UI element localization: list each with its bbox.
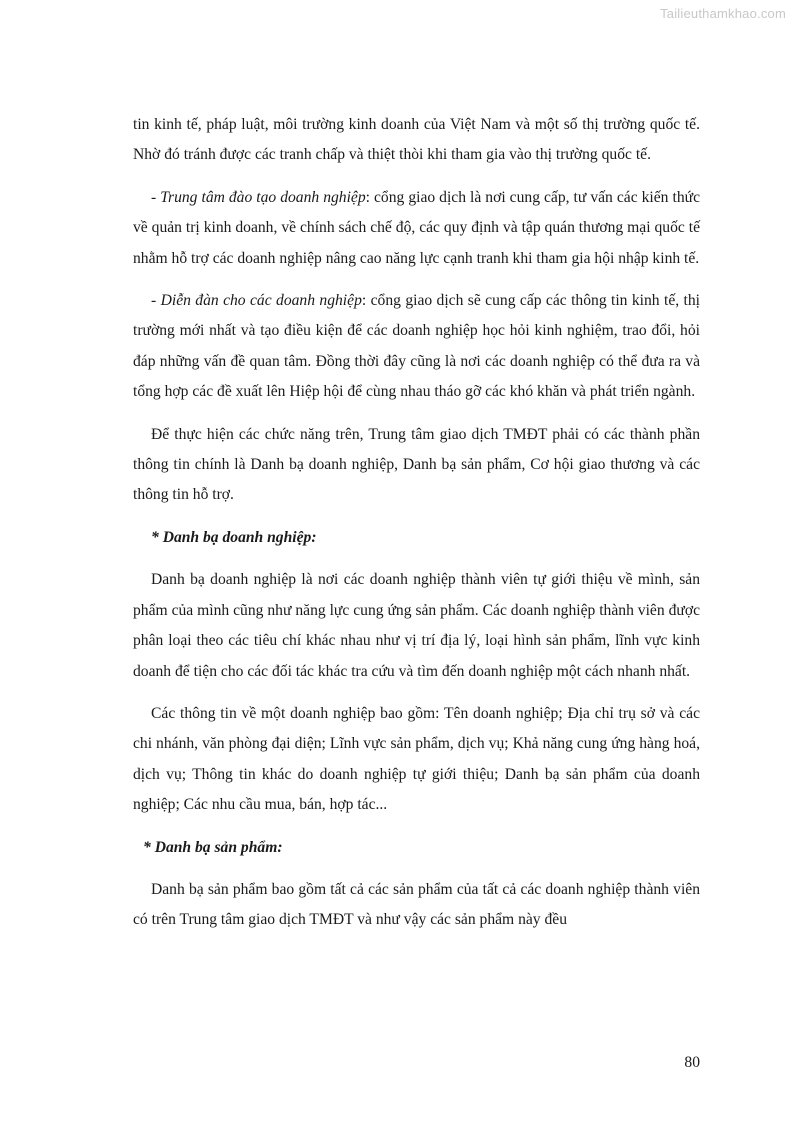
- paragraph-product-directory: Danh bạ sản phẩm bao gồm tất cả các sản phẩm của tất cả các doanh nghiệp thành viên có trên Trung tâm giao dịch TMĐT và như vậy các sản phẩm này đều: [133, 880, 700, 929]
- paragraph-continued: tin kinh tế, pháp luật, môi trường kinh doanh của Việt Nam và một số thị trường quốc tế. Nhờ đó tránh được các tranh chấp và thiệt thòi khi tham gia vào thị trường quốc tế.: [133, 116, 700, 164]
- heading-business-directory: * Danh bạ doanh nghiệp:: [151, 528, 317, 546]
- watermark: Tailieuthamkhao.com: [660, 6, 786, 21]
- term-training-center: Trung tâm đào tạo doanh nghiệp: [160, 188, 366, 206]
- document-body: [133, 110, 700, 948]
- paragraph-business-directory: Danh bạ doanh nghiệp là nơi các doanh nghiệp thành viên tự giới thiệu về mình, sản phẩm của mình cũng như năng lực cung ứng sản phẩm. Các doanh nghiệp thành viên được phân loại theo các tiêu chí khác nhau như vị trí địa lý, loại hình sản phẩm, lĩnh vực kinh doanh để tiện cho các đối tác khác tra cứu và tìm đến doanh nghiệp một cách nhanh nhất.: [133, 571, 700, 680]
- forum-text: : cổng giao dịch sẽ cung cấp các thông tin kinh tế, thị trường mới nhất và tạo điều kiện để các doanh nghiệp học hỏi kinh nghiệm, trao đổi, hỏi đáp những vấn đề quan tâm. Đồng thời đây cũng là nơi các doanh nghiệp có thể đưa ra và tổng hợp các đề xuất lên Hiệp hội để cùng nhau tháo gỡ các khó khăn và phát triển ngành.: [133, 292, 700, 401]
- training-center-text: : cổng giao dịch là nơi cung cấp, tư vấn các kiến thức về quản trị kinh doanh, về chính sách chế độ, các quy định và tập quán thương mại quốc tế nhằm hỗ trợ các doanh nghiệp nâng cao năng lực cạnh tranh khi tham gia hội nhập kinh tế.: [133, 188, 700, 267]
- paragraph-training-center: - Trung tâm đào tạo doanh nghiệp: cổng giao dịch là nơi cung cấp, tư vấn các kiến thức về quản trị kinh doanh, về chính sách chế độ, các quy định và tập quán thương mại quốc tế nhằm hỗ trợ các doanh nghiệp nâng cao năng lực cạnh tranh khi tham gia hội nhập kinh tế.: [133, 188, 700, 267]
- paragraph-forum: - Diễn đàn cho các doanh nghiệp: cổng giao dịch sẽ cung cấp các thông tin kinh tế, thị trường mới nhất và tạo điều kiện để các doanh nghiệp học hỏi kinh nghiệm, trao đổi, hỏi đáp những vấn đề quan tâm. Đồng thời đây cũng là nơi các doanh nghiệp có thể đưa ra và tổng hợp các đề xuất lên Hiệp hội để cùng nhau tháo gỡ các khó khăn và phát triển ngành.: [133, 292, 700, 401]
- heading-product-directory: * Danh bạ sản phẩm:: [143, 838, 283, 856]
- page-number: 80: [684, 1054, 700, 1071]
- paragraph-functions: Để thực hiện các chức năng trên, Trung tâm giao dịch TMĐT phải có các thành phần thông tin chính là Danh bạ doanh nghiệp, Danh bạ sản phẩm, Cơ hội giao thương và các thông tin hỗ trợ.: [133, 425, 700, 504]
- paragraph-business-info: Các thông tin về một doanh nghiệp bao gồm: Tên doanh nghiệp; Địa chỉ trụ sở và các chi nhánh, văn phòng đại diện; Lĩnh vực sản phẩm, dịch vụ; Khả năng cung ứng hàng hoá, dịch vụ; Thông tin khác do doanh nghiệp tự giới thiệu; Danh bạ sản phẩm của doanh nghiệp; Các nhu cầu mua, bán, hợp tác...: [133, 704, 700, 814]
- term-forum: Diễn đàn cho các doanh nghiệp: [160, 292, 362, 310]
